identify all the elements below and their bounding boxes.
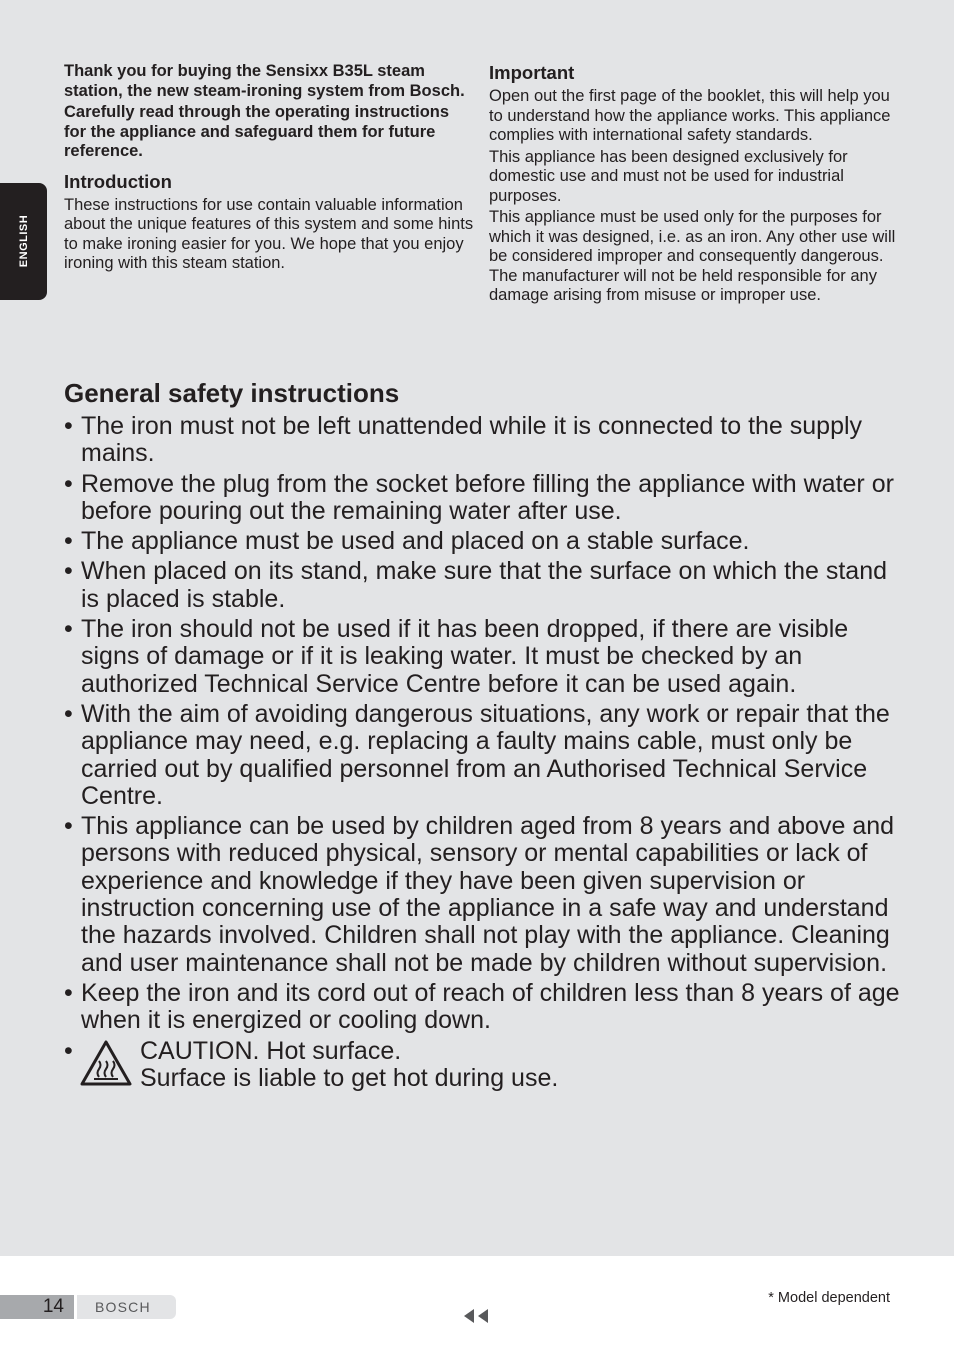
safety-section xyxy=(64,377,904,1096)
bullet-symbol: • xyxy=(64,557,73,586)
introduction-heading: Introduction xyxy=(64,170,172,192)
important-paragraph-1: Open out the first page of the booklet, this will help you to understand how the appliance works. This appliance complies with international safety standards. xyxy=(489,87,891,144)
brand-name: BOSCH xyxy=(95,1299,151,1315)
bullet-symbol: • xyxy=(64,615,73,644)
safety-item: • Keep the iron and its cord out of reach of children less than 8 years of age when it is energized or cooling down. xyxy=(64,978,900,1035)
important-paragraph-3: This appliance must be used only for the purposes for which it was designed, i.e. as an iron. Any other use will be considered improper and consequently dangerous. The manufacturer will not be held responsible for any damage arising from misuse or improper use. xyxy=(489,208,896,304)
rewind-arrows-icon[interactable] xyxy=(462,1308,490,1324)
read-carefully-text: Carefully read through the operating instructions for the appliance and safeguard them for future reference. xyxy=(64,103,450,160)
safety-item: • When placed on its stand, make sure that the surface on which the stand is placed is stable. xyxy=(64,557,888,613)
safety-list xyxy=(64,413,904,1096)
safety-item: • With the aim of avoiding dangerous situations, any work or repair that the appliance may need, e.g. replacing a faulty mains cable, must only be carried out by qualified personnel from an Authorised Technical Service Centre. xyxy=(64,699,890,810)
safety-item: • Remove the plug from the socket before filling the appliance with water or before pouring out the remaining water after use. xyxy=(64,469,894,525)
page-number: 14 xyxy=(42,1296,64,1317)
safety-title: General safety instructions xyxy=(64,378,400,408)
page-number-box xyxy=(0,1295,74,1319)
bullet-symbol: • xyxy=(64,978,73,1007)
important-heading: Important xyxy=(489,62,575,83)
hot-surface-warning-icon xyxy=(80,1040,132,1086)
safety-item: • The iron should not be used if it has been dropped, if there are visible signs of damage or if it is leaking water. It must be checked by an authorized Technical Service Centre before it can be used again. xyxy=(64,615,849,698)
model-note: * Model dependent xyxy=(768,1290,890,1306)
important-paragraph-2: This appliance has been designed exclusively for domestic use and must not be used for industrial purposes. xyxy=(489,147,848,205)
bullet-symbol: • xyxy=(64,812,73,841)
caution-item xyxy=(64,1038,904,1096)
caution-line-1: CAUTION. Hot surface. xyxy=(140,1036,402,1065)
caution-line-2: Surface is liable to get hot during use. xyxy=(140,1063,559,1092)
intro-right-column xyxy=(489,62,899,308)
bullet-symbol: • xyxy=(64,469,73,498)
bullet-symbol: • xyxy=(64,412,73,440)
safety-item: • The appliance must be used and placed on a stable surface. xyxy=(64,527,750,556)
safety-item: • The iron must not be left unattended while it is connected to the supply mains. xyxy=(64,412,863,468)
bullet-symbol: • xyxy=(64,1036,73,1065)
safety-item: • This appliance can be used by children aged from 8 years and above and persons with reduced physical, sensory or mental capabilities or lack of experience and knowledge if they have been given supervision or instruction concerning use of the appliance in a safe way and understand the hazards involved. Children shall not play with the appliance. Cleaning and user maintenance shall not be made by children without supervision. xyxy=(64,812,895,977)
language-label: ENGLISH xyxy=(18,214,30,268)
bullet-symbol: • xyxy=(64,699,73,728)
brand-box xyxy=(77,1295,176,1319)
bullet-symbol: • xyxy=(64,527,73,556)
thanks-text: Thank you for buying the Sensixx B35L steam station, the new steam-ironing system from Bosch. xyxy=(64,62,465,100)
caution-text xyxy=(140,1038,558,1093)
intro-left-column xyxy=(64,62,474,276)
language-tab xyxy=(0,183,47,300)
introduction-text: These instructions for use contain valuable information about the unique features of this system and some hints to make ironing easier for you. We hope that you enjoy ironing with this steam station. xyxy=(64,195,474,272)
